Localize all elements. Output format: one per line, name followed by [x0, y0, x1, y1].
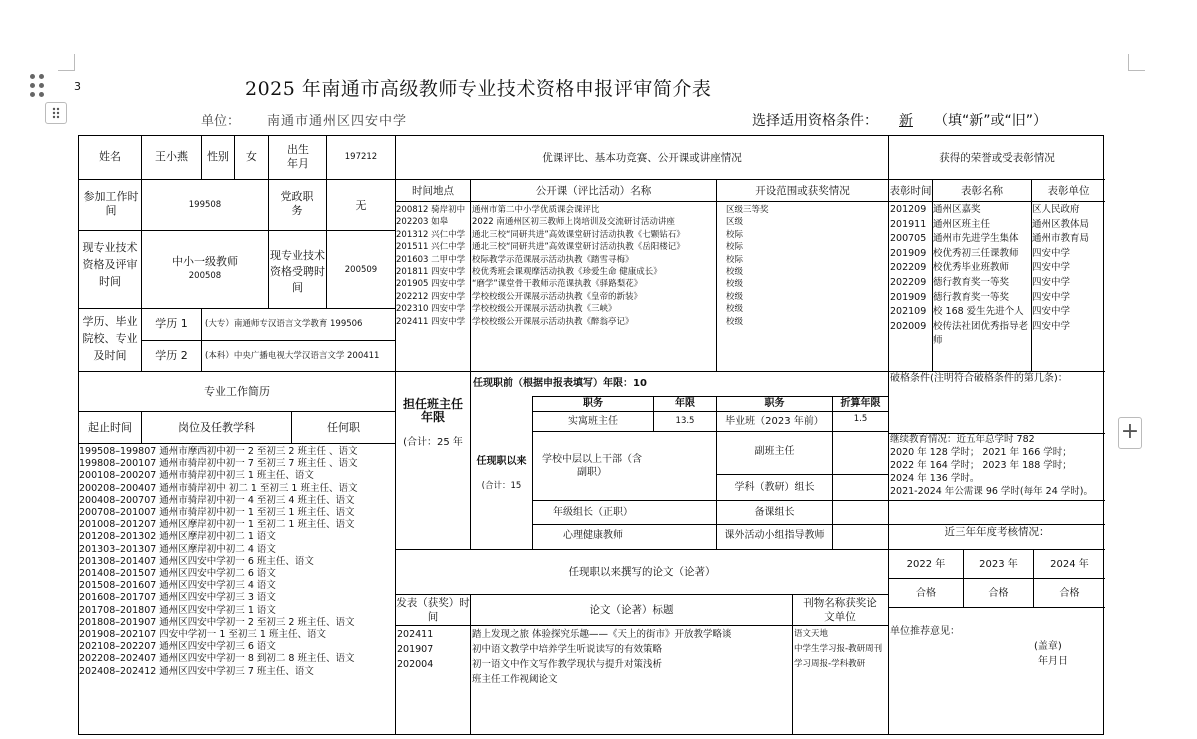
career-header-duty: 任何职: [327, 421, 360, 434]
page-number: 3: [74, 80, 81, 93]
career-row: 201508–201607 通州区四安中学初三 4 语文: [79, 580, 276, 592]
awards-row-time: 202411 四安中学: [396, 316, 466, 327]
name-value: 王小燕: [155, 150, 188, 163]
honors-row-name: 通州区班主任: [933, 218, 991, 230]
hired-label: 现专业技术资格受聘时间: [270, 249, 325, 294]
tenure-duty-before: 实寓班主任: [568, 416, 618, 427]
honors-row-time: 201909: [890, 291, 927, 303]
tenure-since-total: (合计：15: [481, 481, 522, 491]
recommend-date: 年月日: [1038, 656, 1068, 667]
recommend-seal: (盖章): [1034, 641, 1062, 652]
page-corner-mark: [1128, 54, 1145, 71]
page-title: 2025 年南通市高级教师专业技术资格申报评审简介表: [245, 78, 712, 100]
tenure-header-duty: 职务: [583, 398, 603, 409]
papers-header-pub: 刊物名称获奖论文单位: [803, 597, 877, 623]
awards-row-time: 201603 二甲中学: [396, 254, 466, 265]
awards-row-time: 201312 兴仁中学: [396, 229, 466, 240]
honors-title: 获得的荣誉或受表彰情况: [939, 152, 1055, 164]
career-row: 200708–201007 通州市骑岸初中初一 1 至初三 1 班主任、语文: [79, 507, 355, 518]
tenure-duty2-since-2: 学科（教研）组长: [734, 482, 815, 493]
awards-row-scope: 校级: [726, 267, 744, 277]
career-row: 200208–200407 通州市骑岸初中 初二 1 至初三 1 班主任、语文: [79, 482, 358, 494]
head-teacher-total: (合计：25 年: [403, 437, 463, 448]
honors-row-unit: 四安中学: [1032, 277, 1071, 288]
tenure-duty-since-3: 年级组长（正职）: [553, 507, 633, 518]
papers-header-time: 发表（获奖）时间: [396, 597, 470, 623]
papers-row-time: 201907: [397, 644, 434, 655]
papers-row-pub: 语文天地: [794, 629, 829, 639]
career-row: 201908–202107 四安中学初一 1 至初三 1 班主任、语文: [79, 629, 326, 640]
tenure-since-label: 任现职以来: [476, 456, 527, 467]
awards-row-scope: 校级: [726, 291, 744, 302]
edu2-label: 学历 2: [155, 349, 188, 362]
awards-row-time: 201811 四安中学: [396, 267, 466, 277]
honors-row-time: 202009: [890, 320, 927, 332]
tenure-before-label: 任现职前（根据申报表填写）年限：10: [473, 378, 647, 389]
honors-row-time: 200705: [890, 233, 927, 245]
honors-row-name: 校优秀毕业班教师: [933, 262, 1010, 274]
honors-row-name: 校 168 爱生先进个人: [933, 306, 1024, 318]
honors-row-name: 校优秀初三任课教师: [933, 247, 1019, 259]
condition-label: 选择适用资格条件：: [752, 113, 878, 129]
career-row: 201308–201407 通州区四安中学初一 6 班主任、语文: [79, 555, 314, 567]
awards-row-scope: 校际: [726, 254, 744, 265]
awards-row-name: 校优秀班会课观摩活动执教《珍爱生命 健康成长》: [472, 267, 662, 277]
gender-value: 女: [246, 150, 257, 163]
honors-row-name: 校传法社团优秀指导老师: [933, 320, 1029, 347]
assessment-year-2: 2023 年: [979, 559, 1018, 570]
assessment-result-2: 合格: [988, 588, 1009, 599]
honors-row-unit: 四安中学: [1032, 247, 1071, 259]
awards-row-scope: 校际: [726, 242, 744, 253]
awards-row-scope: 校际: [726, 229, 744, 240]
tenure-years-before: 13.5: [675, 416, 695, 426]
honors-row-time: 202109: [890, 306, 927, 318]
tenure-header-conv: 折算年限: [840, 398, 881, 409]
awards-header-scope: 开设范围或获奖情况: [755, 185, 850, 197]
edu1-label: 学历 1: [155, 317, 188, 330]
honors-row-time: 202209: [890, 277, 927, 288]
unit-label: 单位：: [201, 114, 241, 129]
cur-qual-label: 现专业技术资格及评审时间: [82, 241, 138, 288]
assessment-year-3: 2024 年: [1050, 559, 1089, 570]
awards-row-scope: 区级三等奖: [726, 205, 769, 215]
awards-row-name: 学校校级公开课展示活动执教《皇帝的新装》: [472, 291, 643, 302]
education-line: 2022 年 164 学时； 2023 年 188 学时；: [890, 460, 1072, 471]
assessment-result-1: 合格: [916, 588, 936, 599]
awards-row-scope: 校级: [726, 316, 744, 327]
tenure-duty2-since-3: 备课组长: [754, 507, 795, 518]
career-row: 201708–201807 通州区四安中学初三 1 语文: [79, 604, 276, 616]
edu1-value: (大专）南通师专汉语言文学教育 199506: [205, 319, 363, 329]
tenure-header-duty2: 职务: [764, 398, 785, 409]
cur-qual-value: 中小一级教师: [172, 255, 238, 268]
career-row: 201008–201207 通州区摩岸初中初一 1 至初二 1 班主任、语文: [79, 519, 355, 531]
unit-value: 南通市通州区四安中学: [267, 114, 408, 129]
awards-row-time: 202203 如皋: [396, 217, 449, 228]
awards-row-time: 201511 兴仁中学: [396, 242, 466, 253]
education-label: 学历、毕业院校、专业及时间: [82, 315, 138, 362]
breakthrough-label: 破格条件(注明符合破格条件的第几条)：: [890, 373, 1068, 384]
awards-row-time: 202310 四安中学: [396, 304, 466, 315]
drag-handle-icon[interactable]: [30, 74, 46, 100]
table-move-handle-icon[interactable]: [45, 102, 67, 124]
honors-row-time: 201911: [890, 218, 927, 230]
assessment-year-1: 2022 年: [906, 559, 946, 570]
condition-line: [752, 110, 1047, 130]
awards-row-time: 201905 四安中学: [396, 279, 466, 290]
honors-row-name: 德行教育奖一等奖: [933, 291, 1010, 303]
awards-row-name: 通北三校“同研共进”高效课堂研讨活动执教《七颗钻石》: [472, 229, 685, 240]
career-row: 200108–200207 通州市骑岸初中初三 1 班主任、语文: [79, 470, 314, 482]
birth-label: 出生年月: [287, 143, 309, 170]
awards-header-name: 公开课（评比活动）名称: [535, 185, 652, 197]
career-row: 202208–202407 通州区四安中学初一 8 到初二 8 班主任、语文: [79, 653, 355, 665]
condition-value[interactable]: 新: [899, 113, 913, 129]
career-row: 201408–201507 通州区四安中学初二 6 语文: [79, 568, 276, 579]
work-label: 参加工作时间: [83, 190, 139, 217]
career-row: 201303–201307 通州区摩岸初中初二 4 语文: [79, 543, 276, 555]
career-row: 202108–202207 通州区四安中学初三 6 语文: [79, 641, 276, 653]
awards-row-name: 学校校级公开课展示活动执教《三峡》: [472, 304, 617, 315]
papers-row-title: 班主任工作视阈论文: [472, 674, 558, 685]
honors-row-time: 201909: [890, 247, 927, 259]
awards-row-name: 通北三校“同研共进”高效课堂研讨活动执教《岳阳楼记》: [472, 242, 685, 253]
tenure-duty2-since-4: 课外活动小组指导教师: [724, 530, 825, 541]
honors-row-unit: 四安中学: [1032, 262, 1071, 274]
honors-header-name: 表彰名称: [961, 185, 1003, 197]
career-row: 202408–202412 通州区四安中学初三 7 班主任、语文: [79, 665, 314, 677]
head-teacher-label: 担任班主任年限: [402, 397, 463, 424]
tenure-duty2-before: 毕业班（2023 年前）: [725, 416, 824, 427]
tenure-conv-before: 1.5: [853, 414, 868, 424]
tenure-duty-since-4: 心理健康教师: [563, 530, 623, 541]
awards-title: 优课评比、基本功竞赛、公开课或讲座情况: [542, 152, 742, 164]
career-row: 201608–201707 通州区四安中学初三 3 语文: [79, 592, 276, 604]
career-row: 199808–200107 通州市骑岸初中初一 7 至初三 7 班主任 、语文: [79, 458, 358, 470]
tenure-duty2-since-1: 副班主任: [754, 446, 795, 457]
papers-row-pub: 中学生学习报-教研周刊: [794, 644, 883, 654]
papers-title: 任现职以来撰写的论文（论著）: [568, 566, 716, 578]
birth-value: 197212: [344, 152, 378, 162]
honors-row-unit: 四安中学: [1032, 306, 1071, 318]
honors-row-unit: 区人民政府: [1032, 204, 1080, 215]
awards-row-name: 校际教学示范课展示活动执教《踏雪寻梅》: [472, 254, 634, 265]
edu2-value: (本科）中央广播电视大学汉语言文学 200411: [205, 351, 380, 361]
assessment-result-3: 合格: [1059, 588, 1080, 599]
hired-value: 200509: [344, 265, 378, 275]
awards-row-name: “磨学”课堂骨干教师示范课执教《驿路梨花》: [472, 279, 643, 290]
awards-row-scope: 校级: [726, 279, 744, 290]
honors-row-unit: 四安中学: [1032, 320, 1071, 332]
honors-header-unit: 表彰单位: [1047, 185, 1090, 197]
awards-row-time: 200812 骑岸初中: [396, 205, 466, 215]
honors-row-unit: 通州区教体局: [1032, 218, 1090, 230]
career-row: 201808–201907 通州区四安中学初一 2 至初三 2 班主任、语文: [79, 616, 355, 628]
awards-row-name: 通州市第二中小学优质课会课评比: [472, 205, 600, 215]
add-column-button[interactable]: +: [1118, 417, 1142, 449]
name-label: 姓名: [99, 150, 121, 163]
assessment-title: 近三年年度考核情况：: [944, 526, 1050, 538]
honors-row-unit: 四安中学: [1032, 291, 1071, 303]
papers-row-title: 踏上发现之旅 体验探究乐趣——《天上的街市》开放教学略谈: [472, 629, 732, 640]
honors-row-time: 201209: [890, 204, 927, 215]
career-row: 199508–199807 通州市摩西初中初一 2 至初三 2 班主任 、语文: [79, 446, 358, 457]
honors-row-time: 202209: [890, 262, 927, 274]
papers-row-title: 初中语文教学中培养学生听说读写的有效策略: [472, 644, 663, 655]
tenure-header-years: 年限: [675, 398, 695, 409]
party-value: 无: [355, 199, 367, 212]
career-row: 200408–200707 通州市骑岸初中初一 4 至初三 4 班主任、语文: [79, 494, 355, 506]
papers-row-time: 202004: [397, 659, 434, 670]
career-title: 专业工作简历: [204, 385, 270, 398]
honors-row-name: 通州区嘉奖: [933, 204, 981, 215]
page-corner-mark: [58, 54, 75, 71]
career-row: 201208–201302 通州区摩岸初中初二 1 语文: [79, 531, 276, 543]
education-line: 继续教育情况：近五年总学时 782: [890, 434, 1035, 445]
honors-header-time: 表彰时间: [889, 185, 932, 197]
awards-row-name: 学校校级公开课展示活动执教《醉翁亭记》: [472, 316, 634, 327]
honors-row-name: 通州市先进学生集体: [933, 233, 1019, 245]
honors-row-unit: 通州市教育局: [1032, 233, 1090, 245]
awards-row-time: 202212 四安中学: [396, 291, 466, 302]
party-label: 党政职务: [280, 190, 314, 217]
tenure-duty-since-1: 学校中层以上干部（含副职）: [542, 454, 642, 478]
gender-label: 性别: [207, 150, 229, 163]
honors-row-name: 德行教育奖一等奖: [933, 277, 1010, 288]
awards-row-scope: 校级: [726, 304, 744, 315]
awards-row-scope: 区级: [726, 217, 744, 228]
education-line: 2024 年 136 学时。: [890, 473, 980, 484]
education-line: 2020 年 128 学时； 2021 年 166 学时；: [890, 447, 1072, 458]
recommend-label: 单位推荐意见：: [890, 626, 960, 637]
career-header-post: 岗位及任教学科: [178, 421, 255, 434]
cur-qual-time: 200508: [188, 271, 222, 281]
career-header-period: 起止时间: [88, 421, 132, 434]
condition-hint: （填“新”或“旧”）: [934, 113, 1048, 129]
papers-row-title: 初一语文中作文写作教学现状与提升对策浅析: [472, 659, 663, 670]
awards-row-name: 2022 南通州区初三教师上岗培训及交流研讨活动讲座: [472, 217, 675, 228]
papers-header-title: 论文（论著）标题: [589, 604, 674, 616]
work-value: 199508: [188, 200, 222, 210]
papers-row-pub: 学习周报-学科教研: [794, 659, 866, 669]
awards-header-time: 时间地点: [412, 185, 454, 197]
education-line: 2021-2024 年公需课 96 学时(每年 24 学时)。: [890, 486, 1093, 497]
papers-row-time: 202411: [397, 629, 434, 640]
